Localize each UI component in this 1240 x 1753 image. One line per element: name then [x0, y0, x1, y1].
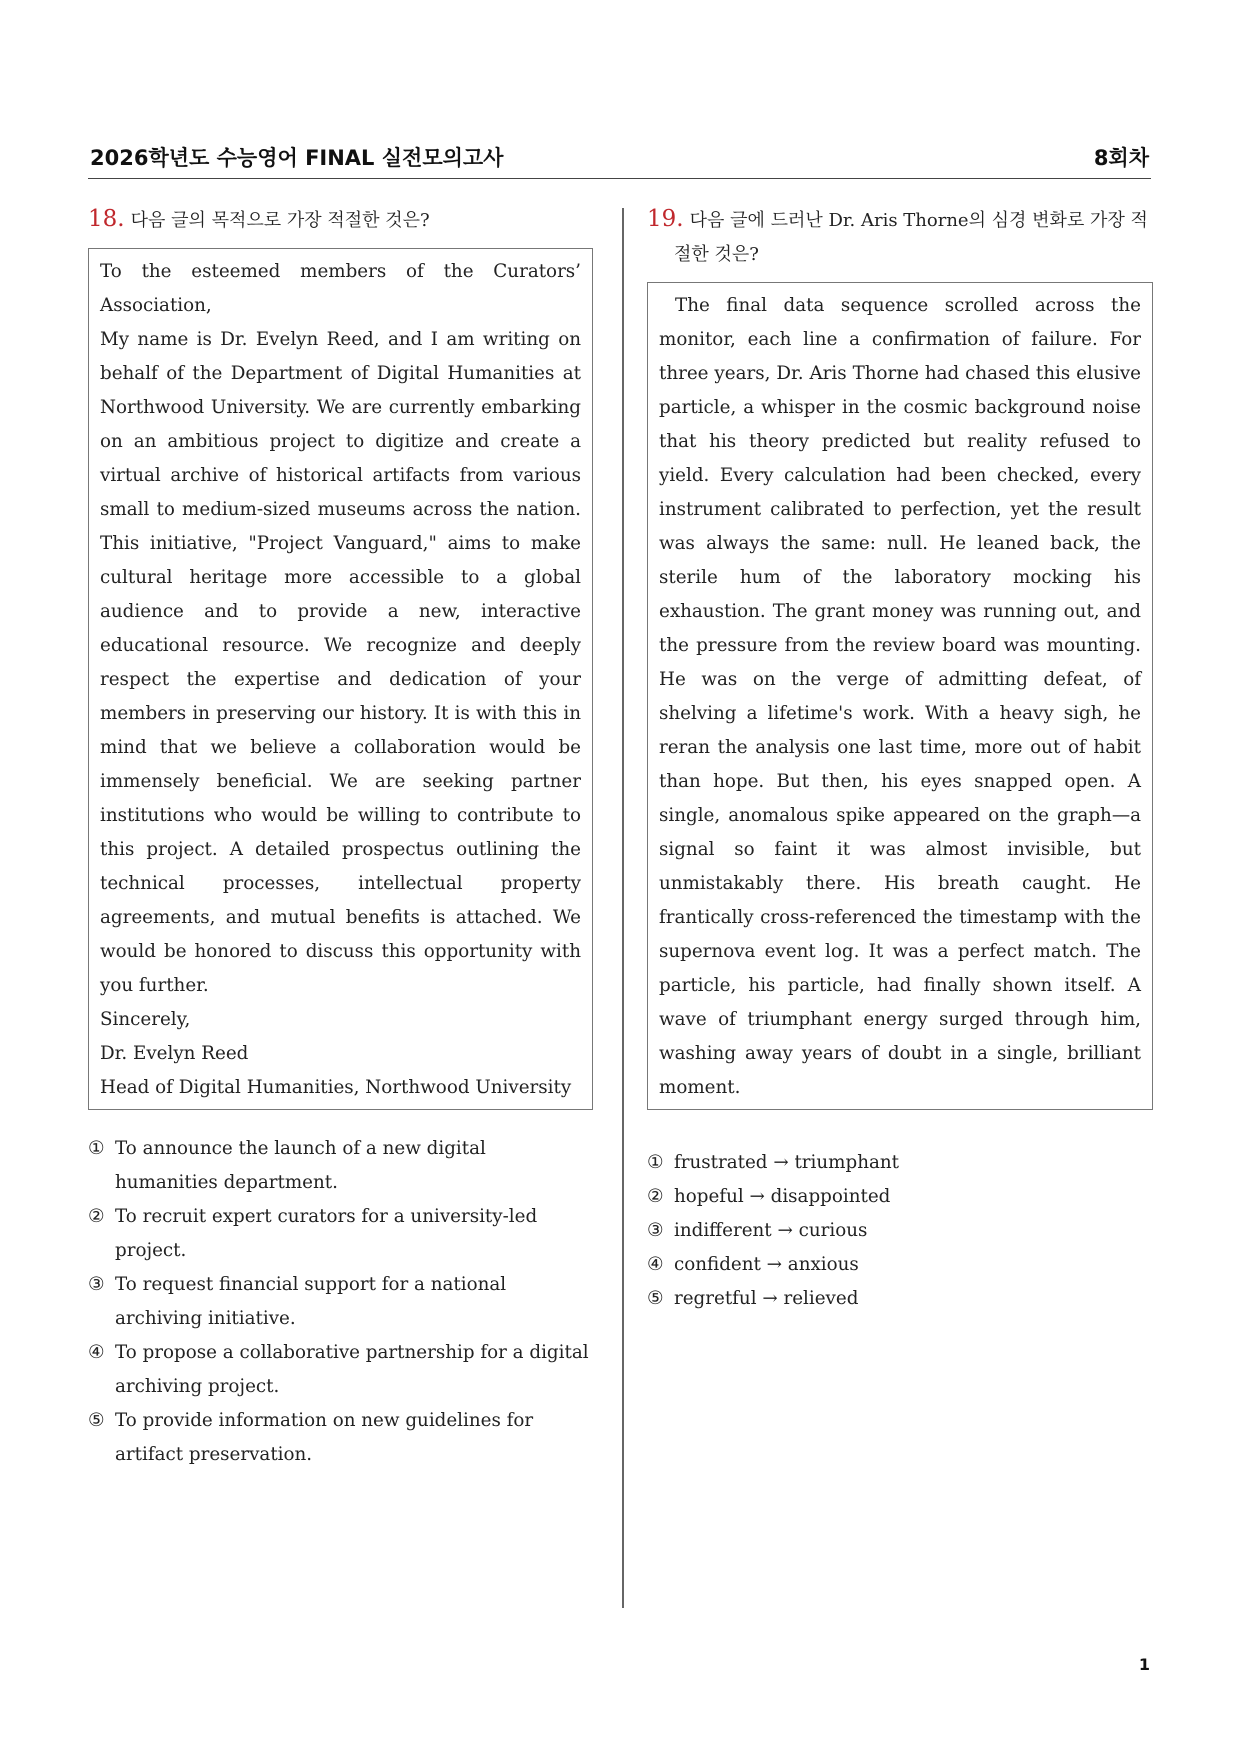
choice-3[interactable]	[647, 1214, 1153, 1248]
choice-text: To request financial support for a national archiving initiative.	[115, 1274, 507, 1329]
question-18-header	[88, 202, 593, 238]
passage-box	[647, 282, 1153, 1110]
exam-round: 8회차	[1093, 146, 1149, 170]
letter-signer-title: Head of Digital Humanities, Northwood University	[100, 1077, 572, 1098]
choice-text: frustrated → triumphant	[674, 1152, 899, 1173]
question-number: 19.	[647, 206, 684, 232]
page-header	[88, 142, 1151, 179]
choice-text: To recruit expert curators for a university-led project.	[115, 1206, 538, 1261]
question-prompt: 다음 글의 목적으로 가장 적절한 것은?	[130, 210, 430, 231]
choice-text: regretful → relieved	[674, 1288, 859, 1309]
choice-2[interactable]	[88, 1200, 593, 1268]
choice-5[interactable]	[88, 1404, 593, 1472]
choice-1[interactable]	[88, 1132, 593, 1200]
choice-mark: ④	[88, 1342, 105, 1363]
choice-text: To announce the launch of a new digital humanities department.	[115, 1138, 486, 1193]
answer-choices	[647, 1146, 1153, 1316]
story-body: The final data sequence scrolled across the monitor, each line a confirmation of failure. For three years, Dr. Aris Thorne had chased this elusive particle, a whisper in the cosmic background noise that his theory predicted but reality refused to yield. Every calculation had been checked, every instrument calibrated to perfection, yet the result was always the same: null. He leaned back, the sterile hum of the laboratory mocking his exhaustion. The grant money was running out, and the pressure from the review board was mounting. He was on the verge of admitting defeat, of shelving a lifetime's work. With a heavy sigh, he reran the analysis one last time, more out of habit than hope. But then, his eyes snapped open. A single, anomalous spike appeared on the graph—a signal so faint it was almost invisible, but unmistakably there. His breath caught. He frantically cross-referenced the timestamp with the supernova event log. It was a perfect match. The particle, his particle, had finally shown itself. A wave of triumphant energy surged through him, washing away years of doubt in a single, brilliant moment.	[659, 295, 1141, 1098]
exam-title: 2026학년도 수능영어 FINAL 실전모의고사	[90, 146, 504, 170]
choice-mark: ⑤	[647, 1288, 664, 1309]
letter-signer: Dr. Evelyn Reed	[100, 1043, 249, 1064]
passage-box	[88, 248, 593, 1110]
choice-4[interactable]	[88, 1336, 593, 1404]
letter-body: My name is Dr. Evelyn Reed, and I am writing on behalf of the Department of Digital Humanities at Northwood University. We are currently embarking on an ambitious project to digitize and create a virtual archive of historical artifacts from various small to medium-sized museums across the nation. This initiative, "Project Vanguard," aims to make cultural heritage more accessible to a global audience and to provide a new, interactive educational resource. We recognize and deeply respect the expertise and dedication of your members in preserving our history. It is with this in mind that we believe a collaboration would be immensely beneficial. We are seeking partner institutions who would be willing to contribute to this project. A detailed prospectus outlining the technical processes, intellectual property agreements, and mutual benefits is attached. We would be honored to discuss this opportunity with you further.	[100, 329, 581, 996]
question-prompt: 다음 글에 드러난 Dr. Aris Thorne의 심경 변화로 가장 적절한 것은?	[674, 210, 1148, 265]
choice-text: confident → anxious	[674, 1254, 859, 1275]
choice-mark: ①	[88, 1138, 105, 1159]
choice-text: hopeful → disappointed	[674, 1186, 891, 1207]
choice-1[interactable]	[647, 1146, 1153, 1180]
question-18	[88, 202, 593, 1472]
choice-2[interactable]	[647, 1180, 1153, 1214]
choice-4[interactable]	[647, 1248, 1153, 1282]
choice-mark: ②	[88, 1206, 105, 1227]
choice-3[interactable]	[88, 1268, 593, 1336]
choice-text: indifferent → curious	[674, 1220, 868, 1241]
column-divider	[622, 208, 624, 1608]
choice-mark: ④	[647, 1254, 664, 1275]
page-number: 1	[1138, 1655, 1150, 1674]
choice-mark: ③	[647, 1220, 664, 1241]
question-19-header	[647, 202, 1153, 272]
question-number: 18.	[88, 206, 125, 232]
answer-choices	[88, 1132, 593, 1472]
letter-closing: Sincerely,	[100, 1009, 191, 1030]
choice-text: To propose a collaborative partnership for a digital archiving project.	[115, 1342, 589, 1397]
choice-5[interactable]	[647, 1282, 1153, 1316]
question-19	[647, 202, 1153, 1316]
letter-salutation: To the esteemed members of the Curators’ Association,	[100, 261, 581, 316]
choice-mark: ②	[647, 1186, 664, 1207]
choice-text: To provide information on new guidelines for artifact preservation.	[115, 1410, 534, 1465]
choice-mark: ⑤	[88, 1410, 105, 1431]
choice-mark: ③	[88, 1274, 105, 1295]
choice-mark: ①	[647, 1152, 664, 1173]
